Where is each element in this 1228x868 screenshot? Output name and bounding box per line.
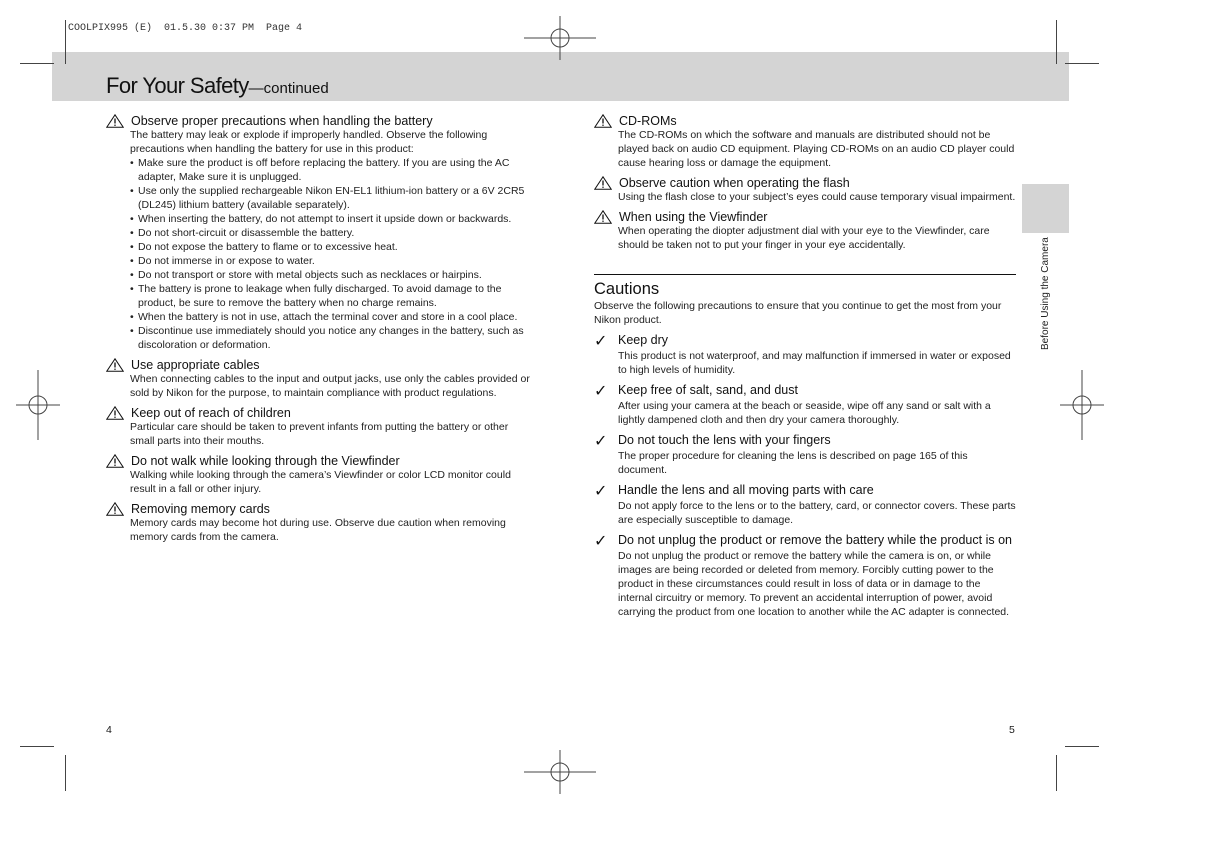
printer-slug-line: COOLPIX995 (E) 01.5.30 0:37 PM Page 4 — [68, 23, 303, 34]
caution-heading: Keep dry — [618, 333, 669, 347]
checkmark-icon: ✓ — [594, 533, 608, 550]
cautions-divider — [594, 274, 1016, 275]
crop-mark — [20, 746, 54, 747]
section-body: When connecting cables to the input and output jacks, use only the cables provided or sold by Nikon for the purpose, to maintain compliance with product regulations. — [130, 373, 530, 399]
checkmark-icon: ✓ — [594, 483, 608, 500]
section-heading: Observe caution when operating the flash — [619, 176, 850, 190]
section-body: Walking while looking through the camera’s Viewfinder or color LCD monitor could result in a fall or other injury. — [130, 469, 511, 495]
checkmark-icon: ✓ — [594, 383, 608, 400]
cautions-title: Cautions — [594, 280, 660, 298]
crosshair-registration-mark — [524, 750, 596, 794]
caution-heading: Keep free of salt, sand, and dust — [618, 383, 798, 397]
checkmark-icon: ✓ — [594, 333, 608, 350]
caution-body: The proper procedure for cleaning the lens is described on page 165 of this document. — [618, 450, 968, 476]
caution-item — [594, 383, 1016, 427]
caution-body: Do not apply force to the lens or to the battery, card, or connector covers. These parts are especially susceptible to damage. — [618, 500, 1016, 526]
list-item: • The battery is prone to leakage when fully discharged. To avoid damage to the product, be sure to remove the battery when no charge remains. — [130, 282, 531, 310]
list-item: • Use only the supplied rechargeable Nikon EN-EL1 lithium-ion battery or a 6V 2CR5 (DL245) lithium battery (available separately). — [130, 184, 531, 212]
warning-triangle-icon — [594, 176, 612, 190]
warning-triangle-icon — [106, 406, 124, 420]
caution-body: After using your camera at the beach or seaside, wipe off any sand or salt with a lightly dampened cloth and then dry your camera thoroughly. — [618, 400, 991, 426]
crop-mark — [65, 20, 66, 64]
section-body: The battery may leak or explode if improperly handled. Observe the following precautions when handling the battery for use in this product: — [130, 129, 488, 155]
page-title-continued: —continued — [248, 80, 329, 97]
section-heading: Observe proper precautions when handling the battery — [131, 114, 433, 128]
caution-body: This product is not waterproof, and may malfunction if immersed in water or exposed to high levels of humidity. — [618, 350, 1011, 376]
crop-mark — [1065, 746, 1099, 747]
page-title — [106, 73, 329, 99]
caution-heading: Do not unplug the product or remove the battery while the product is on — [618, 533, 1012, 547]
crosshair-registration-mark — [524, 16, 596, 60]
safety-section-battery — [106, 114, 531, 352]
crosshair-registration-mark — [1060, 370, 1104, 440]
crop-mark — [20, 63, 54, 64]
list-item: • When inserting the battery, do not attempt to insert it upside down or backwards. — [130, 212, 531, 226]
list-item: • Do not transport or store with metal objects such as necklaces or hairpins. — [130, 268, 531, 282]
battery-precautions-list — [130, 156, 531, 352]
list-item: • Do not short-circuit or disassemble the battery. — [130, 226, 531, 240]
section-body: Particular care should be taken to prevent infants from putting the battery or other small parts into their mouths. — [130, 421, 509, 447]
page-title-main: For Your Safety — [106, 73, 249, 98]
side-section-label: Before Using the Camera — [1040, 237, 1051, 350]
section-body: Using the flash close to your subject’s eyes could cause temporary visual impairment. — [618, 191, 1016, 203]
cautions-intro: Observe the following precautions to ensure that you continue to get the most from your Nikon product. — [594, 300, 1002, 326]
list-item: • Make sure the product is off before replacing the battery. If you are using the AC adapter, Make sure it is unplugged. — [130, 156, 531, 184]
section-heading: Removing memory cards — [131, 502, 270, 516]
crop-mark — [1065, 63, 1099, 64]
section-heading: Do not walk while looking through the Viewfinder — [131, 454, 400, 468]
page-number-left: 4 — [106, 724, 112, 736]
section-side-tab — [1022, 184, 1069, 233]
list-item: • Do not immerse in or expose to water. — [130, 254, 531, 268]
section-heading: When using the Viewfinder — [619, 210, 768, 224]
warning-triangle-icon — [594, 210, 612, 224]
caution-heading: Handle the lens and all moving parts with care — [618, 483, 874, 497]
caution-item — [594, 333, 1016, 377]
list-item: • When the battery is not in use, attach the terminal cover and store in a cool place. — [130, 310, 531, 324]
safety-section-viewfinder — [594, 210, 1016, 252]
list-item: • Discontinue use immediately should you notice any changes in the battery, such as discoloration or deformation. — [130, 324, 531, 352]
left-column — [106, 114, 531, 550]
warning-triangle-icon — [594, 114, 612, 128]
checkmark-icon: ✓ — [594, 433, 608, 450]
crop-mark — [1056, 755, 1057, 791]
page-number-right: 5 — [1009, 724, 1015, 736]
crosshair-registration-mark — [16, 370, 60, 440]
section-heading: Keep out of reach of children — [131, 406, 291, 420]
caution-body: Do not unplug the product or remove the battery while the camera is on, or while images are being recorded or deleted from memory. Forcibly cutting power to the product in these circumstances could result in loss of data or in damage to the internal circuitry or memory. To prevent an accidental interruption of power, avoid carrying the product from one location to another while the AC adapter is connected. — [618, 550, 1010, 618]
section-heading: CD-ROMs — [619, 114, 677, 128]
warning-triangle-icon — [106, 114, 124, 128]
caution-heading: Do not touch the lens with your fingers — [618, 433, 831, 447]
safety-section-flash — [594, 176, 1016, 204]
list-item: • Do not expose the battery to flame or to excessive heat. — [130, 240, 531, 254]
caution-item — [594, 433, 1016, 477]
safety-section-children — [106, 406, 531, 448]
warning-triangle-icon — [106, 502, 124, 516]
right-column — [594, 114, 1016, 625]
section-body: When operating the diopter adjustment dial with your eye to the Viewfinder, care should be taken not to put your finger in your eye accidentally. — [618, 225, 990, 251]
crop-mark — [65, 755, 66, 791]
caution-item — [594, 483, 1016, 527]
section-body: The CD-ROMs on which the software and manuals are distributed should not be played back on audio CD equipment. Playing CD-ROMs on an audio CD player could cause hearing loss or damage the equipment. — [618, 129, 1015, 169]
safety-section-cd-roms — [594, 114, 1016, 170]
crop-mark — [1056, 20, 1057, 64]
caution-item — [594, 533, 1016, 619]
section-body: Memory cards may become hot during use. Observe due caution when removing memory cards from the camera. — [130, 517, 506, 543]
safety-section-cables — [106, 358, 531, 400]
safety-section-viewfinder-walking — [106, 454, 531, 496]
section-heading: Use appropriate cables — [131, 358, 260, 372]
warning-triangle-icon — [106, 454, 124, 468]
safety-section-memory-cards — [106, 502, 531, 544]
warning-triangle-icon — [106, 358, 124, 372]
